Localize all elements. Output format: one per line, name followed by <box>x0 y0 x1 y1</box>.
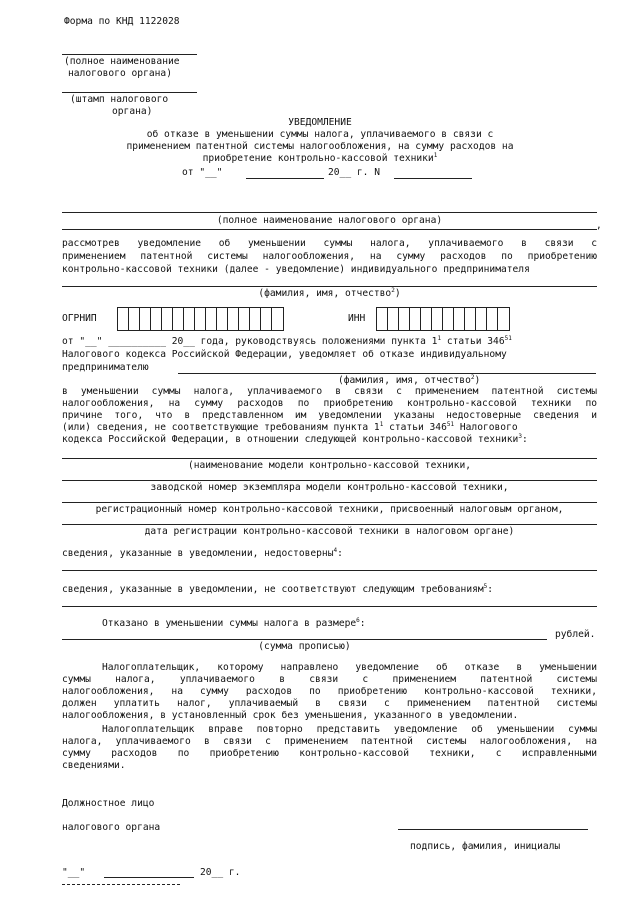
rubles-label: рублей. <box>555 629 596 640</box>
stamp-line <box>62 92 197 93</box>
considered-line-3: контрольно-кассовой техники (далее - уведомление) индивидуального предпринимателя <box>62 264 530 275</box>
kkt-caption-model: (наименование модели контрольно-кассовой техники, <box>187 460 472 471</box>
considered-line-1: рассмотрев уведомление об уменьшении суммы налога, уплачиваемого в связи с <box>62 238 597 249</box>
body-line-5: кодекса Российской Федерации, в отношении следующей контрольно-кассовой техники$^3$: <box>62 433 528 445</box>
footnote-separator <box>62 884 180 885</box>
para1-line-5: налогообложения, в установленный срок без уменьшения, указанного в уведомлении. <box>62 710 519 721</box>
stamp-caption-2: органа) <box>112 106 153 117</box>
para1-line-1: Налогоплательщик, которому направлено уведомление об отказе в уменьшении <box>102 662 597 673</box>
para1-line-2: суммы налога, уплачиваемого в связи с применением патентной системы <box>62 674 597 685</box>
body-line-4: (или) сведения, не соответствующие требованиям пункта $1^1$ статьи $346^{51}$ Налогового <box>62 421 518 433</box>
signature-line <box>398 829 588 830</box>
sum-caption: (сумма прописью) <box>258 641 351 652</box>
fio-caption: (фамилия, имя, отчество$^2$) <box>258 287 401 299</box>
ogrnip-label: ОГРНИП <box>62 313 97 324</box>
inn-field[interactable] <box>376 307 510 331</box>
authority-full-caption: (полное наименование налогового органа) <box>216 215 443 226</box>
subtitle-line-1: об отказе в уменьшении суммы налога, уплачиваемого в связи с <box>146 129 494 140</box>
kkt-caption-regnum: регистрационный номер контрольно-кассовой техники, присвоенный налоговым органом, <box>95 504 564 515</box>
stamp-caption-1: (штамп налогового <box>70 94 169 105</box>
notify-line-1: от "__" __________ 20__ года, руководствуясь положениями пункта $1^1$ статьи $346^{51}$ <box>62 335 512 347</box>
authority-line <box>62 54 197 55</box>
body-line-3: причине того, что в представленном им уведомлении указаны недостоверные сведения и <box>62 410 597 421</box>
kkt-caption-regdate: дата регистрации контрольно-кассовой техники в налоговом органе) <box>144 526 515 537</box>
authority-caption-2: налогового органа) <box>68 68 172 79</box>
subtitle-line-3: приобретение контрольно-кассовой техники$^1$ <box>202 152 438 164</box>
official-line-2: налогового органа <box>62 822 161 833</box>
doc-date-line: от "__" <box>182 167 223 178</box>
body-line-1: в уменьшении суммы налога, уплачиваемого в связи с применением патентной системы <box>62 386 597 397</box>
bottom-date-year: 20__ г. <box>200 867 241 878</box>
para2-line-3: сумму расходов по приобретению контрольно-кассовой техники, с исправленными <box>62 748 597 759</box>
para2-line-1: Налогоплательщик вправе повторно представить уведомление об уменьшении суммы <box>102 724 597 735</box>
noncompliant-info: сведения, указанные в уведомлении, не соответствуют следующим требованиям$^5$: <box>62 583 494 595</box>
signature-caption: подпись, фамилия, инициалы <box>410 841 561 852</box>
fio-caption-2: (фамилия, имя, отчество$^2$) <box>338 374 481 386</box>
sum-line <box>62 639 547 640</box>
para2-line-4: сведениями. <box>62 760 126 771</box>
official-line-1: Должностное лицо <box>62 798 155 809</box>
notify-line-2: Налогового кодекса Российской Федерации, уведомляет об отказе индивидуальному <box>62 349 507 360</box>
refused-text: Отказано в уменьшении суммы налога в размере$^6$: <box>102 617 366 629</box>
para1-line-3: налогообложения, на сумму расходов по приобретению контрольно-кассовой техники, <box>62 686 597 697</box>
bottom-date-quote: "__" <box>62 867 86 878</box>
invalid-info: сведения, указанные в уведомлении, недостоверны$^4$: <box>62 547 343 559</box>
subtitle-line-2: применением патентной системы налогообложения, на сумму расходов на <box>126 141 514 152</box>
authority-caption-1: (полное наименование <box>64 56 180 67</box>
body-line-2: налогообложения, на сумму расходов по приобретению контрольно-кассовой техники по <box>62 398 597 409</box>
kkt-caption-serial: заводской номер экземпляра модели контрольно-кассовой техники, <box>150 482 509 493</box>
notify-line-3: предпринимателю <box>62 362 149 373</box>
considered-line-2: применением патентной системы налогообложения, на сумму расходов по приобретению <box>62 251 597 262</box>
inn-label: ИНН <box>348 313 366 324</box>
ogrnip-field[interactable] <box>117 307 284 331</box>
form-code: Форма по КНД 1122028 <box>64 16 180 27</box>
para1-line-4: должен уплатить налог, уплачиваемый в связи с применением патентной системы <box>62 698 597 709</box>
para2-line-2: налога, уплачиваемого в связи с применением патентной системы налогообложения, на <box>62 736 597 747</box>
page-title: УВЕДОМЛЕНИЕ <box>288 117 352 128</box>
